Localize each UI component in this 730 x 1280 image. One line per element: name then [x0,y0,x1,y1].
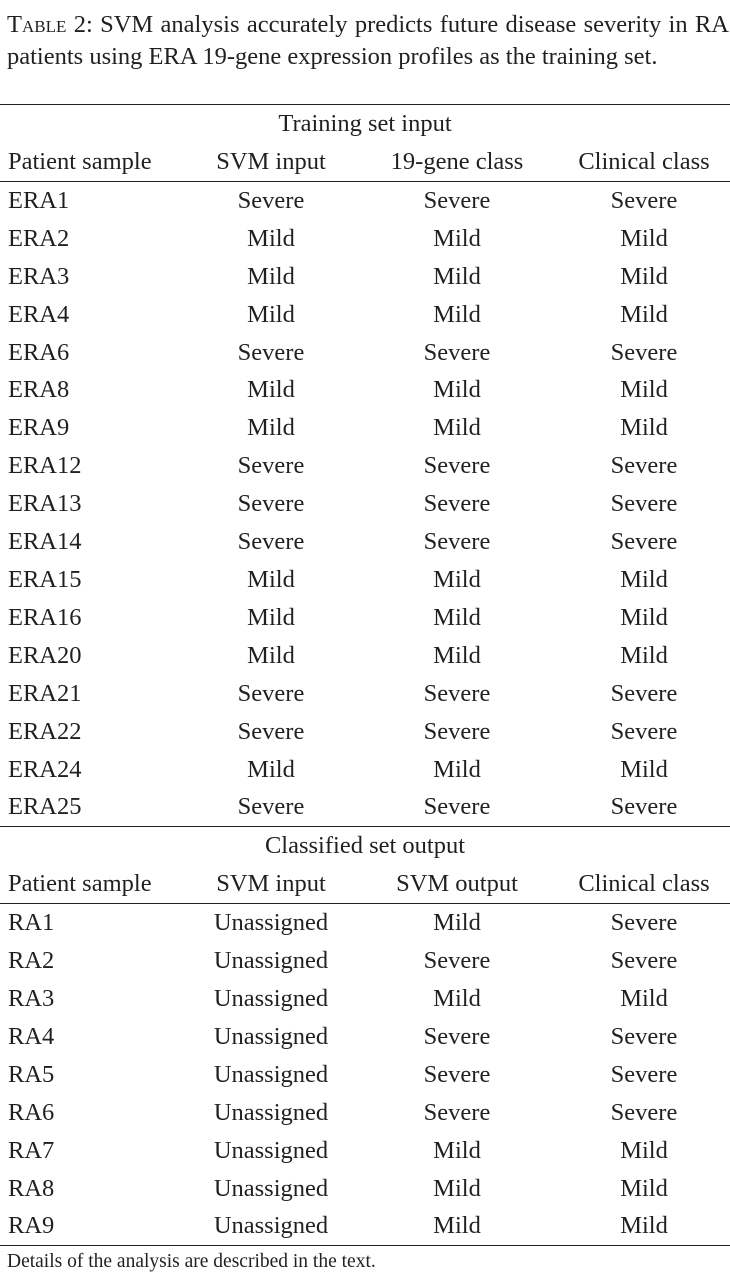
table-row [0,485,730,523]
table-cell: Mild [247,755,295,783]
patient-sample-cell: ERA22 [8,717,82,745]
table-cell: Mild [247,565,295,593]
table-cell: Mild [356,1207,558,1245]
table-cell: Mild [620,300,668,328]
table-cell: Severe [610,186,678,214]
table-cell: Mild [433,909,481,937]
patient-sample-cell: RA4 [8,1022,55,1050]
table-row [0,334,730,372]
table-cell: Severe [423,717,491,745]
patient-sample-cell: ERA6 [8,338,70,366]
training-section-title: Training set input [0,105,730,144]
table-cell: Severe [237,186,305,214]
table-cell: Mild [247,603,295,631]
table-cell: Mild [433,985,481,1013]
table-row [0,1056,730,1094]
table-row [0,296,730,334]
table-caption [7,9,729,73]
table-cell: Mild [433,755,481,783]
table-cell: Mild [433,1136,481,1164]
table-cell: Mild [620,1136,668,1164]
table-cell: Severe [423,338,491,366]
table-cell: Mild [620,1174,668,1202]
table-row [0,637,730,675]
table-row [0,1132,730,1170]
table-cell: Unassigned [213,1060,329,1088]
patient-sample-cell: ERA24 [8,755,82,783]
table-cell: Mild [433,565,481,593]
table-cell: Unassigned [186,1207,356,1245]
table-cell: Mild [433,300,481,328]
table-cell: Mild [620,565,668,593]
table-cell: Severe [610,679,678,707]
patient-sample-cell: RA3 [8,985,55,1013]
table-cell: Severe [423,1022,491,1050]
table-cell: Severe [610,1060,678,1088]
table-cell: Severe [423,1060,491,1088]
table-cell: Unassigned [213,1136,329,1164]
table-row [0,904,730,942]
column-header: Patient sample [0,865,186,903]
patient-sample-cell: ERA4 [8,300,70,328]
table-row [0,181,730,219]
table-cell: Unassigned [213,1174,329,1202]
table-row [0,788,730,826]
table-footnote: Details of the analysis are described in the text. [7,1251,376,1272]
column-header: Patient sample [0,143,186,181]
table-row [0,751,730,789]
table-cell: Unassigned [213,985,329,1013]
table-cell: Severe [423,490,491,518]
patient-sample-cell: ERA1 [8,186,70,214]
column-header: SVM output [356,865,558,903]
table-cell: Severe [237,528,305,556]
table-cell: Severe [610,717,678,745]
patient-sample-cell: RA6 [8,1098,55,1126]
table-row [0,561,730,599]
table-row [0,258,730,296]
patient-sample-cell: RA7 [8,1136,55,1164]
table-cell: Mild [620,755,668,783]
table-cell: Severe [423,1098,491,1126]
table-cell: Severe [610,947,678,975]
table-cell: Mild [433,224,481,252]
training-section-title-row [0,105,730,144]
table-cell: Mild [247,414,295,442]
table-cell: Severe [423,528,491,556]
table-row [0,220,730,258]
table-cell: Severe [237,452,305,480]
patient-sample-cell: ERA8 [8,376,70,404]
patient-sample-cell: ERA15 [8,565,82,593]
table-row [0,1207,730,1245]
table-cell: Severe [423,947,491,975]
table-cell: Severe [610,909,678,937]
patient-sample-cell: ERA3 [8,262,70,290]
patient-sample-cell: ERA16 [8,603,82,631]
table-cell: Severe [356,788,558,826]
table-cell: Unassigned [213,909,329,937]
table-row [0,942,730,980]
table-cell: Severe [237,717,305,745]
table-cell: Mild [247,224,295,252]
table-cell: Severe [423,186,491,214]
table-cell: Mild [620,641,668,669]
table-cell: Unassigned [213,947,329,975]
patient-sample-cell: ERA12 [8,452,82,480]
table-cell: Mild [433,1174,481,1202]
table-cell: Severe [237,490,305,518]
table-cell: Mild [620,414,668,442]
table-cell: Mild [433,414,481,442]
table-cell: Mild [247,376,295,404]
caption-text: SVM analysis accurately predicts future disease severity in RA patients using ERA 19-gene expression profiles as the training set. [7,11,729,70]
column-header: 19-gene class [356,143,558,181]
patient-sample-cell: RA5 [8,1060,55,1088]
table-cell: Mild [433,641,481,669]
table-row [0,371,730,409]
patient-sample-cell: ERA9 [8,414,70,442]
patient-sample-cell: RA9 [0,1207,186,1245]
table-cell: Severe [610,1022,678,1050]
table-cell: Severe [610,452,678,480]
table-cell: Mild [620,985,668,1013]
table-cell: Severe [558,788,730,826]
patient-sample-cell: RA8 [8,1174,55,1202]
column-header: Clinical class [558,143,730,181]
patient-sample-cell: ERA13 [8,490,82,518]
table-cell: Severe [237,679,305,707]
table-cell: Mild [620,224,668,252]
table-cell: Severe [423,452,491,480]
table-cell: Unassigned [213,1022,329,1050]
patient-sample-cell: RA1 [8,909,55,937]
table-cell: Severe [423,679,491,707]
table-cell: Severe [610,338,678,366]
patient-sample-cell: ERA2 [8,224,70,252]
patient-sample-cell: ERA14 [8,528,82,556]
table-cell: Mild [620,262,668,290]
classified-section-title: Classified set output [0,827,730,866]
table-row [0,1170,730,1208]
table-cell: Severe [610,1098,678,1126]
results-table [0,104,730,1246]
table-row [0,980,730,1018]
column-header: Clinical class [558,865,730,903]
column-header: SVM input [186,143,356,181]
table-cell: Mild [620,376,668,404]
table-cell: Mild [433,376,481,404]
table-body [0,105,730,1246]
table-row [0,1094,730,1132]
table-cell: Mild [433,262,481,290]
classified-header-row [0,865,730,903]
table-row [0,447,730,485]
table-cell: Severe [237,338,305,366]
table-label: Table 2: [7,11,93,38]
table-cell: Mild [620,603,668,631]
patient-sample-cell: ERA25 [0,788,186,826]
table-row [0,675,730,713]
table-row [0,1018,730,1056]
classified-section-title-row [0,827,730,866]
patient-sample-cell: ERA21 [8,679,82,707]
table-cell: Mild [247,641,295,669]
table-cell: Severe [610,528,678,556]
table-row [0,713,730,751]
patient-sample-cell: ERA20 [8,641,82,669]
table-row [0,409,730,447]
table-row [0,523,730,561]
table-cell: Mild [247,262,295,290]
table-row [0,599,730,637]
patient-sample-cell: RA2 [8,947,55,975]
column-header: SVM input [186,865,356,903]
table-cell: Mild [558,1207,730,1245]
table-cell: Mild [247,300,295,328]
table-cell: Unassigned [213,1098,329,1126]
table-cell: Severe [186,788,356,826]
training-header-row [0,143,730,181]
table-cell: Mild [433,603,481,631]
table-cell: Severe [610,490,678,518]
